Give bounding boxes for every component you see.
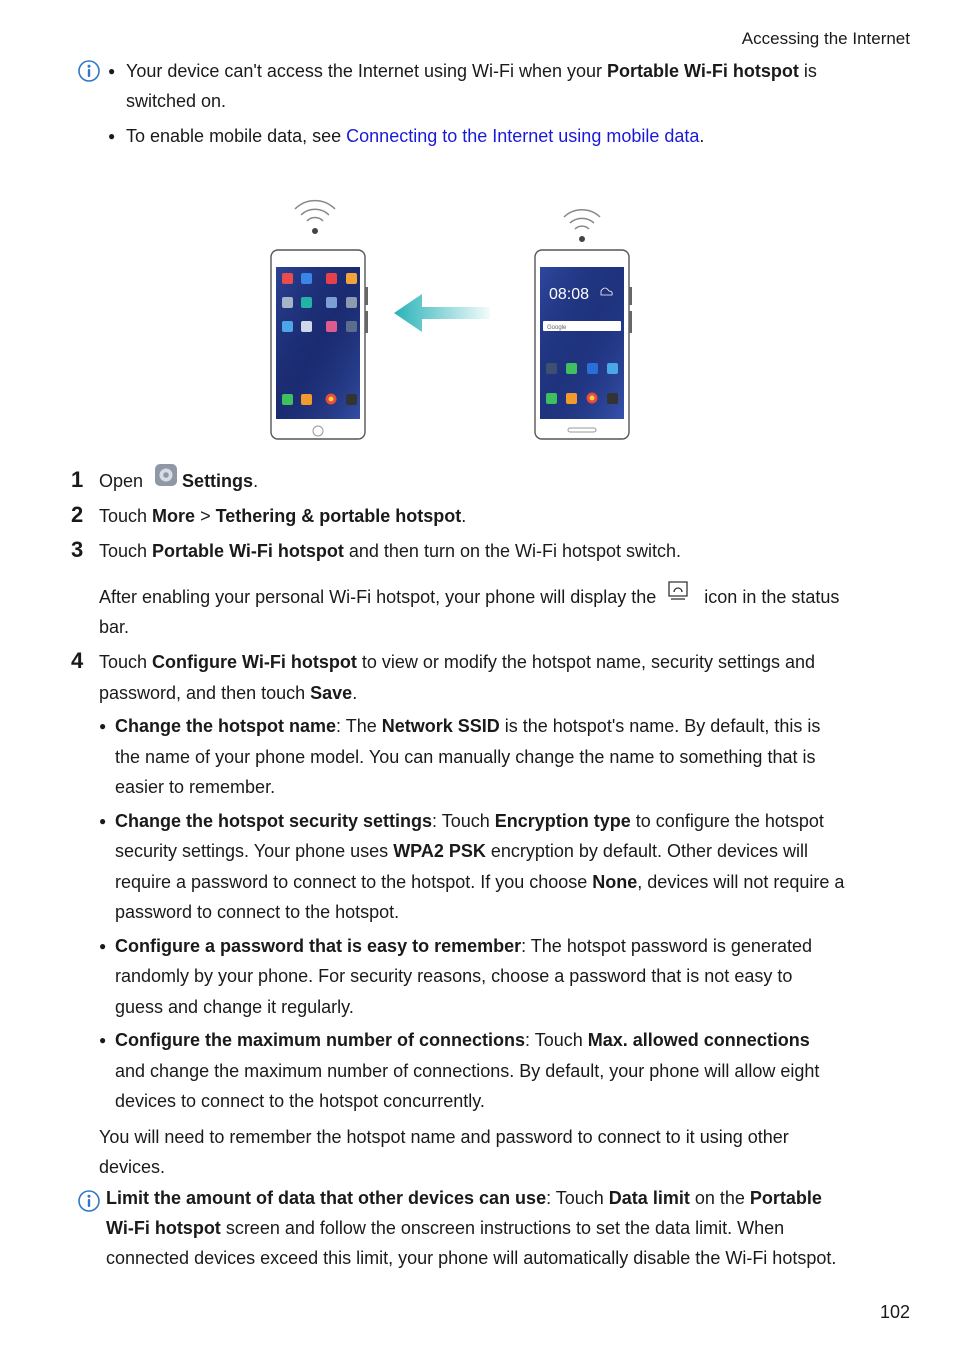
step-number: 1 bbox=[71, 467, 84, 492]
note-line: connected devices exceed this limit, your phone will automatically disable the Wi-Fi hotspot. bbox=[106, 1248, 837, 1268]
note-line: Wi-Fi hotspot screen and follow the onscreen instructions to set the data limit. When bbox=[106, 1218, 785, 1238]
sub-bullet-line: security settings. Your phone uses WPA2 PSK encryption by default. Other devices will bbox=[115, 841, 809, 861]
paragraph: You will need to remember the hotspot name and password to connect to it using other bbox=[99, 1127, 789, 1147]
step-note: bar. bbox=[99, 617, 130, 637]
note-line: switched on. bbox=[126, 91, 227, 111]
step-text: Open Settings. bbox=[99, 466, 258, 496]
page-header: Accessing the Internet bbox=[741, 29, 910, 48]
hotspot-icon bbox=[665, 579, 693, 603]
bullet-dot: ● bbox=[99, 939, 107, 953]
mobile-data-link[interactable]: Connecting to the Internet using mobile data bbox=[346, 126, 700, 146]
sub-bullet-line: randomly by your phone. For security reasons, choose a password that is not easy to bbox=[115, 966, 793, 986]
step-text: Touch Portable Wi-Fi hotspot and then turn on the Wi-Fi hotspot switch. bbox=[99, 541, 682, 561]
wifi-icon bbox=[295, 201, 335, 234]
sub-bullet-line: guess and change it regularly. bbox=[115, 997, 354, 1017]
info-icon bbox=[78, 1190, 100, 1212]
note-line: Limit the amount of data that other devices can use: Touch Data limit on the Portable bbox=[106, 1188, 822, 1208]
page-number: 102 bbox=[879, 1302, 910, 1322]
step-text: Touch Configure Wi-Fi hotspot to view or modify the hotspot name, security settings and bbox=[99, 652, 816, 672]
bullet-dot: ● bbox=[108, 129, 116, 143]
step-number: 3 bbox=[71, 537, 84, 562]
step-text: password, and then touch Save. bbox=[99, 683, 358, 703]
sub-bullet-line: easier to remember. bbox=[115, 777, 276, 797]
bullet-dot: ● bbox=[99, 1033, 107, 1047]
note-line: To enable mobile data, see Connecting to the Internet using mobile data. bbox=[126, 126, 705, 146]
hotspot-illustration bbox=[260, 195, 640, 445]
paragraph: devices. bbox=[99, 1157, 166, 1177]
sub-bullet-line: Configure the maximum number of connections: Touch Max. allowed connections bbox=[115, 1030, 810, 1050]
step-number: 2 bbox=[71, 502, 84, 527]
right-phone bbox=[535, 250, 632, 439]
sub-bullet-line: the name of your phone model. You can manually change the name to something that is bbox=[115, 747, 816, 767]
bullet-dot: ● bbox=[99, 719, 107, 733]
info-icon bbox=[78, 60, 100, 82]
sub-bullet-line: devices to connect to the hotspot concurrently. bbox=[115, 1091, 485, 1111]
step-note: After enabling your personal Wi-Fi hotspot, your phone will display the icon in the status bbox=[99, 582, 839, 612]
svg-text:Google: Google bbox=[547, 325, 567, 331]
settings-icon bbox=[154, 463, 178, 487]
left-phone bbox=[271, 250, 368, 439]
wifi-icon bbox=[564, 210, 600, 242]
bullet-dot: ● bbox=[108, 64, 116, 78]
step-text: Touch More > Tethering & portable hotspot. bbox=[99, 506, 467, 526]
sub-bullet-line: Configure a password that is easy to remember: The hotspot password is generated bbox=[115, 936, 812, 956]
bullet-dot: ● bbox=[99, 814, 107, 828]
step-number: 4 bbox=[71, 648, 84, 673]
sub-bullet-line: Change the hotspot security settings: Touch Encryption type to configure the hotspot bbox=[115, 811, 824, 831]
svg-text:08:08: 08:08 bbox=[549, 286, 590, 303]
arrow-left-icon bbox=[394, 294, 490, 332]
sub-bullet-line: require a password to connect to the hotspot. If you choose None, devices will not require a bbox=[115, 872, 845, 892]
sub-bullet-line: password to connect to the hotspot. bbox=[115, 902, 400, 922]
note-line: Your device can't access the Internet using Wi-Fi when your Portable Wi-Fi hotspot is bbox=[126, 61, 817, 81]
sub-bullet-line: and change the maximum number of connections. By default, your phone will allow eight bbox=[115, 1061, 820, 1081]
sub-bullet-line: Change the hotspot name: The Network SSID is the hotspot's name. By default, this is bbox=[115, 716, 821, 736]
